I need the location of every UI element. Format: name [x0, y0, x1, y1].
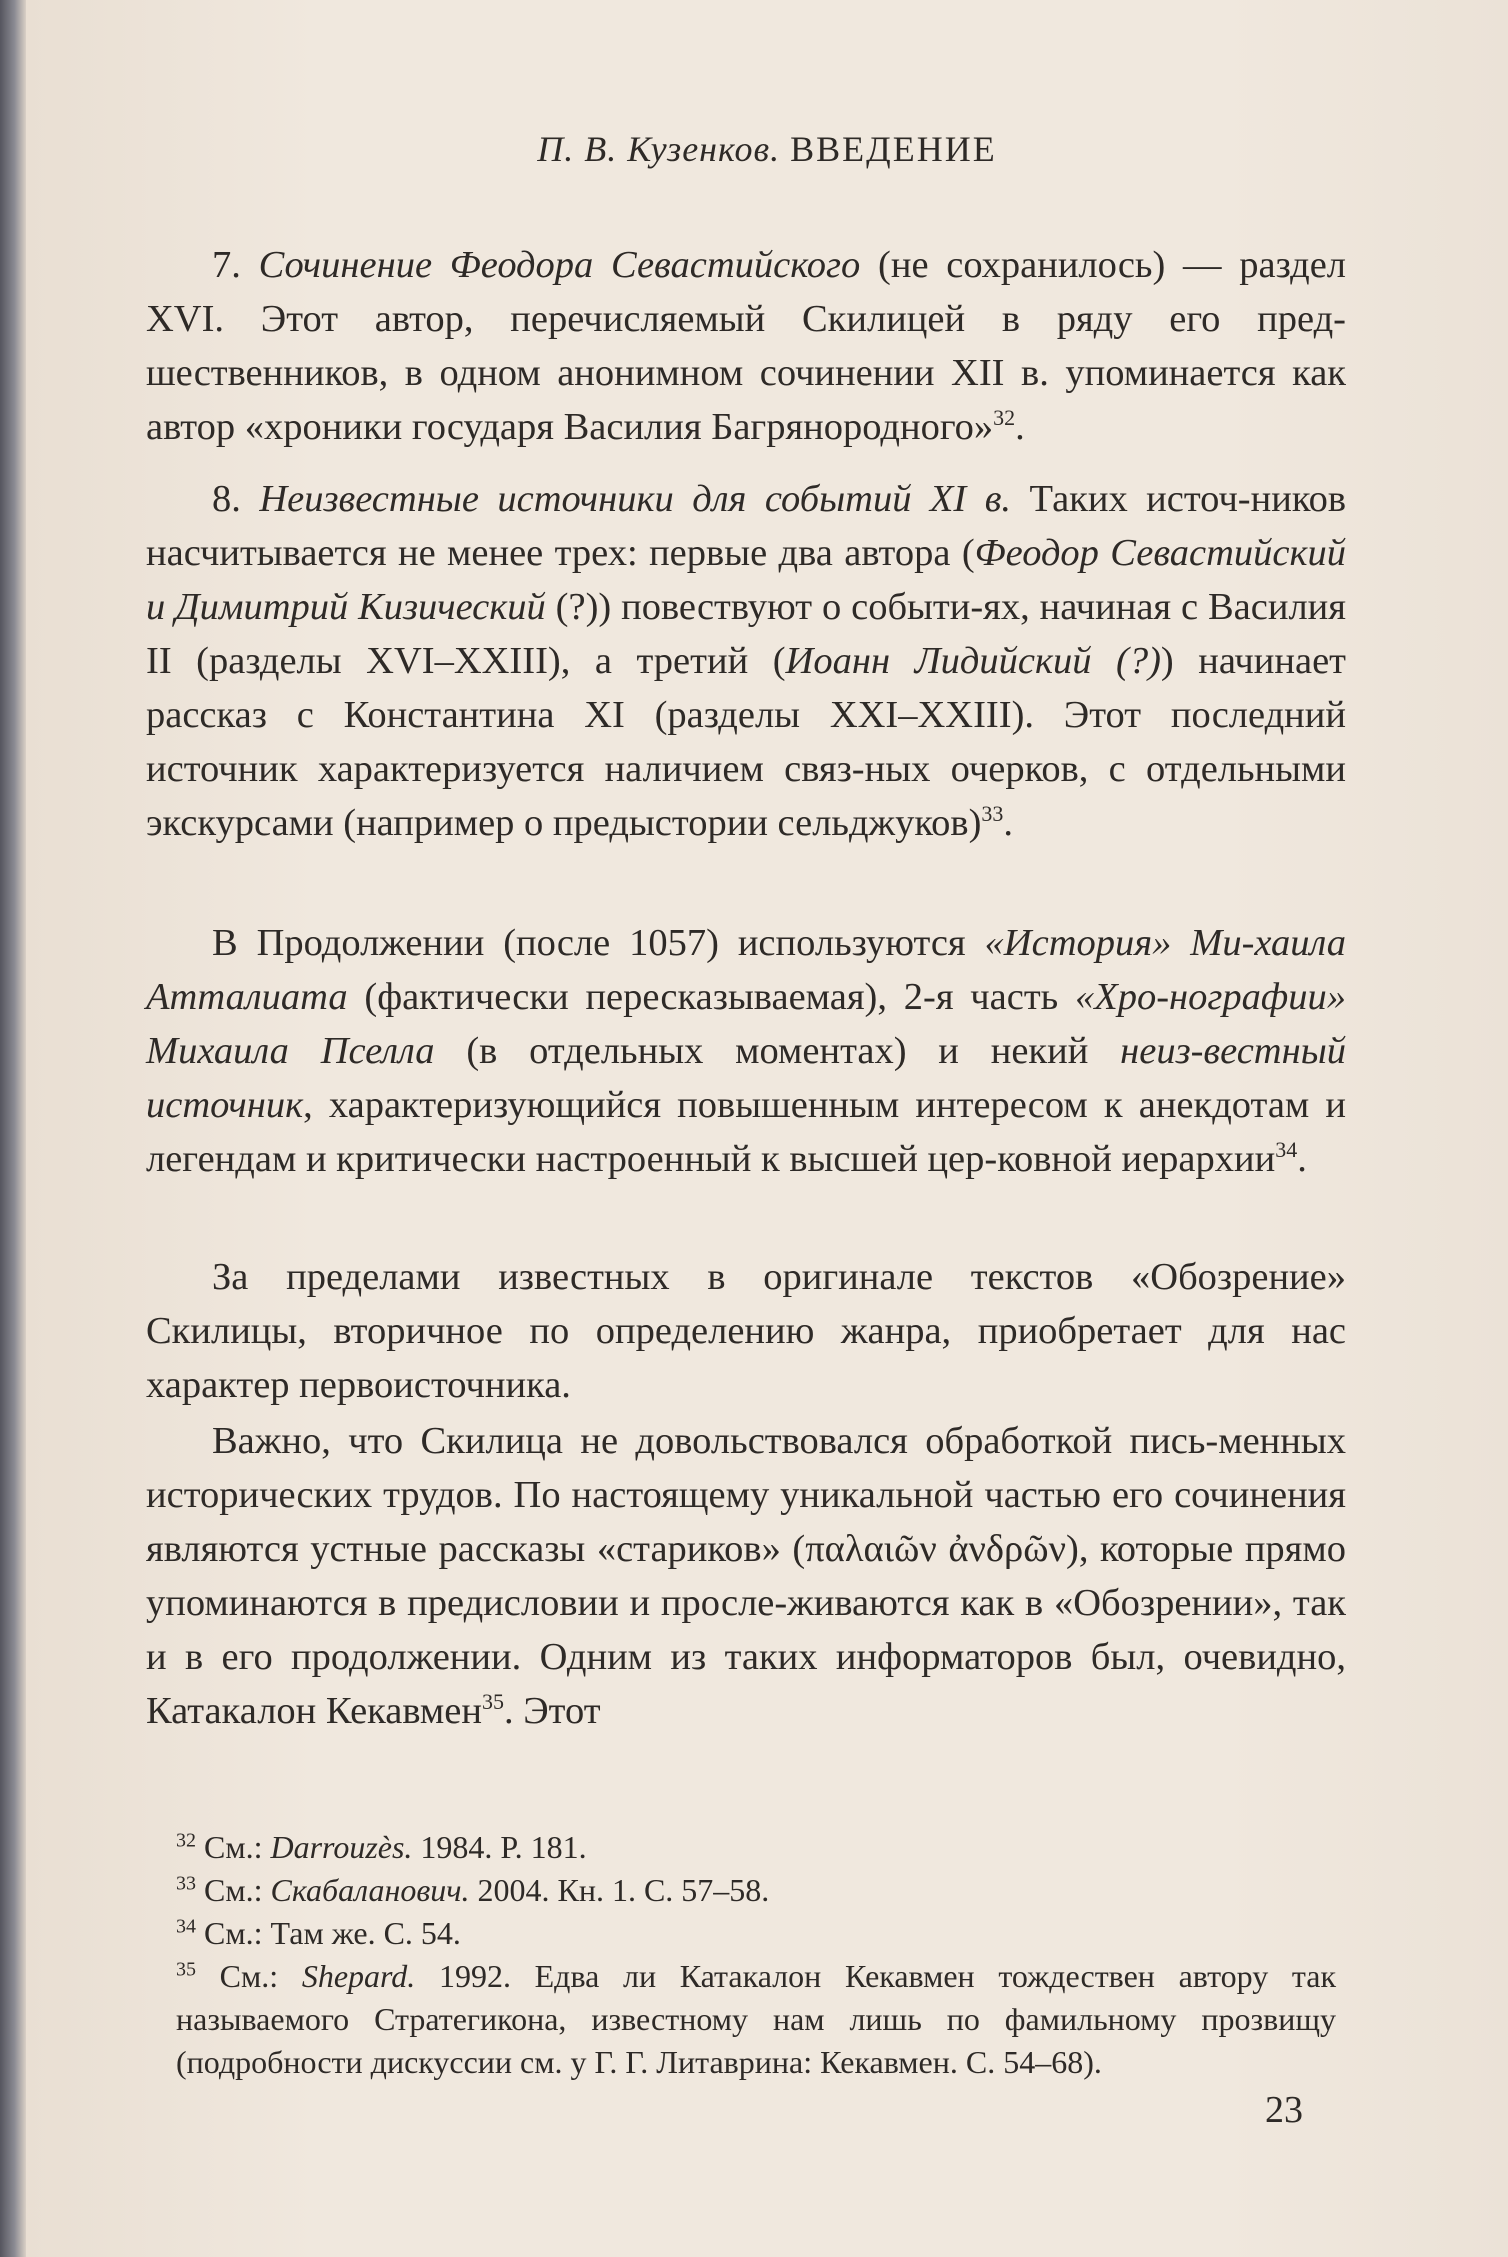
header-author: П. В. Кузенков.	[537, 129, 781, 169]
author-name: Иоанн Лидийский (?)	[785, 640, 1161, 682]
paragraph-number: 7.	[212, 244, 241, 286]
footnotes	[176, 1826, 1336, 2084]
book-page	[26, 0, 1508, 2257]
unknown-source: неиз-вестный источник	[146, 1030, 1347, 1126]
footnote-ref: 35	[481, 1689, 504, 1715]
work-title: «Хро-нографии» Михаила Пселла	[146, 976, 1346, 1072]
header-section: ВВЕДЕНИЕ	[790, 129, 997, 169]
paragraph-text: (не сохранилось) — раздел XVI. Этот автор, перечисляемый Скилицей в ряду его пред-шественников, в одном анонимном сочинении XII в. упоминается как автор «хроники государя Василия Багрянородного»	[146, 244, 1347, 448]
paragraph-primary-source: За пределами известных в оригинале текстов «Обозрение» Скилицы, вторичное по определению жанра, приобретает для нас характер первоисточника.	[146, 1256, 1346, 1406]
footnote-ref: 32	[993, 405, 1016, 431]
source-title: Неизвестные источники для событий XI в.	[259, 478, 1012, 520]
running-header	[26, 128, 1508, 170]
book-spine-shadow	[0, 0, 26, 2257]
footnote-35: $^{35}$ См.: Shepard. 1992. Едва ли Катакалон Кекавмен тождествен автору так называемого Стратегикона, известному нам лишь по фамильному прозвищу (подробности дискуссии см. у Г. Г. Литаврина: Кекавмен. С. 54–68).	[176, 1958, 1337, 2080]
footnote-33: $^{33}$ См.: Скабаланович. 2004. Кн. 1. С. 57–58.	[176, 1872, 770, 1908]
footnote-32: $^{32}$ См.: Darrouzès. 1984. P. 181.	[176, 1829, 587, 1865]
footnote-ref: 33	[981, 801, 1004, 827]
footnote-34: $^{34}$ См.: Там же. С. 54.	[176, 1915, 461, 1951]
paragraph-8: 8. Неизвестные источники для событий XI в. Таких источ-ников насчитывается не менее трех: первые два автора (Феодор Севастийский и Димитрий Кизический (?)) повествуют о событи-ях, начиная с Василия II (разделы XVI–XXIII), а третий (Иоанн Лидийский (?)) начинает рассказ с Константина XI (разделы XXI–XXIII). Этот последний источник характеризуется наличием связ-ных очерков, с отдельными экскурсами (например о предыстории сельджуков)$^{33}$.	[146, 478, 1347, 844]
paragraph-oral-sources: Важно, что Скилица не довольствовался обработкой пись-менных исторических трудов. По настоящему уникальной частью его сочинения являются устные рассказы «стариков» (παλαιῶν ἀνδρῶν), которые прямо упоминаются в предисловии и просле-живаются как в «Обозрении», так и в его продолжении. Одним из таких информаторов был, очевидно, Катакалон Кекавмен$^{35}$. Этот	[146, 1420, 1346, 1732]
paragraph-continuation: В Продолжении (после 1057) используются «История» Ми-хаила Атталиата (фактически пересказываемая), 2-я часть «Хро-нографии» Михаила Пселла (в отдельных моментах) и некий неиз-вестный источник, характеризующийся повышенным интересом к анекдотам и легендам и критически настроенный к высшей цер-ковной иерархии$^{34}$.	[146, 922, 1347, 1180]
footnote-ref: 34	[1275, 1137, 1298, 1163]
authors-names: Феодор Севастийский и Димитрий Кизический	[146, 532, 1347, 628]
paragraph-7: 7. Сочинение Феодора Севастийского (не сохранилось) — раздел XVI. Этот автор, перечисляемый Скилицей в ряду его пред-шественников, в одном анонимном сочинении XII в. упоминается как автор «хроники государя Василия Багрянородного»$^{32}$.	[146, 244, 1347, 448]
work-title: «История» Ми-хаила Атталиата	[146, 922, 1347, 1018]
page-number: 23	[1265, 2089, 1303, 2131]
source-title: Сочинение Феодора Севастийского	[258, 244, 861, 286]
paragraph-number: 8.	[212, 478, 241, 520]
